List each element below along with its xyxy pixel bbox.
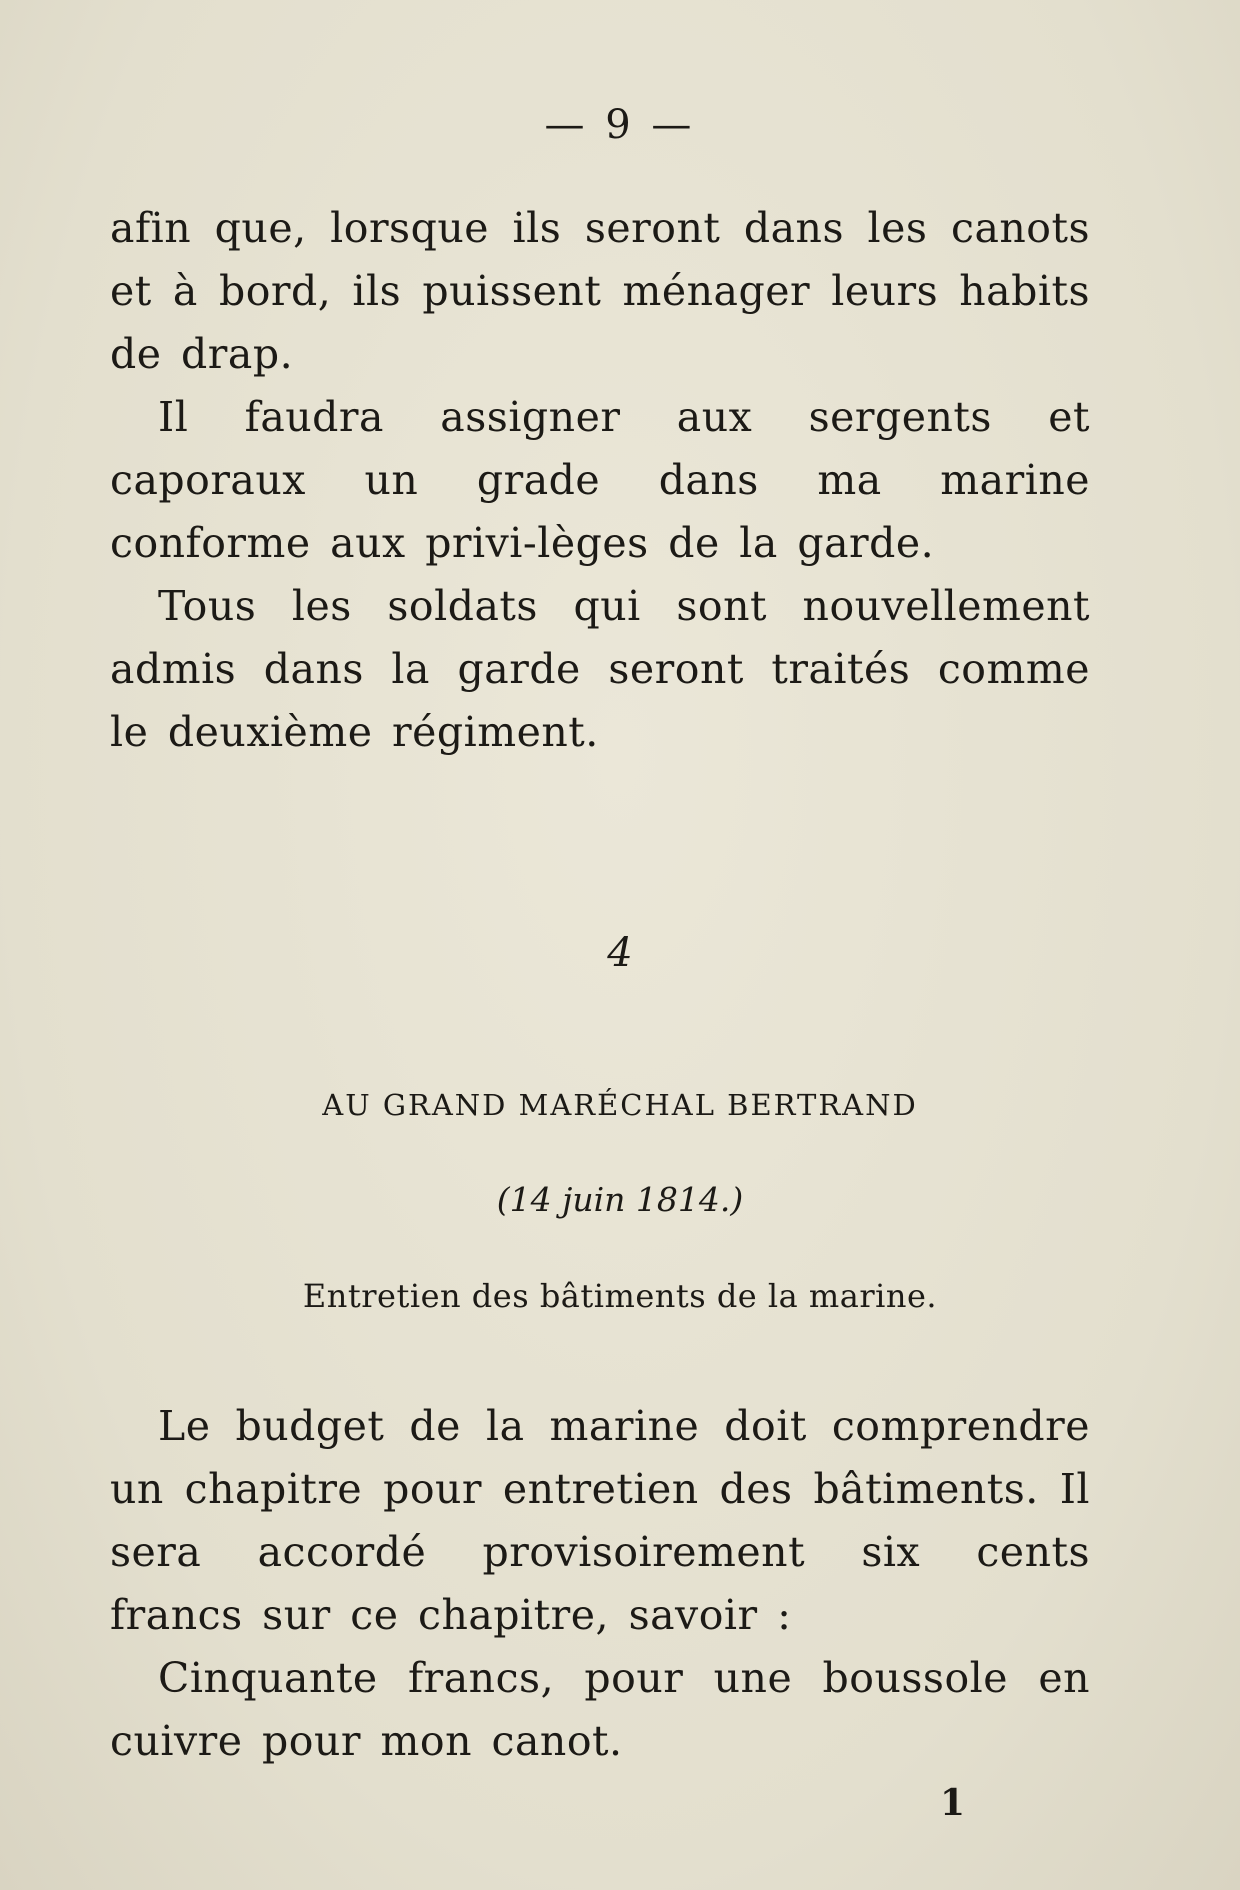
paragraph-boussole: Cinquante francs, pour une boussole en cuivre pour mon canot. xyxy=(110,1654,1090,1765)
paragraph-continuation: afin que, lorsque ils seront dans les canots et à bord, ils puissent ménager leurs habits de drap. xyxy=(110,204,1090,378)
paragraph-soldats: Tous les soldats qui sont nouvellement admis dans la garde seront traités comme le deuxième régiment. xyxy=(110,582,1090,756)
signature-mark: 1 xyxy=(940,1782,966,1824)
letter-date: (14 juin 1814.) xyxy=(496,1180,744,1219)
paragraph-sergents: Il faudra assigner aux sergents et caporaux un grade dans ma marine conforme aux privi-lèges de la garde. xyxy=(110,393,1090,567)
letter-number: 4 xyxy=(607,930,633,976)
top-text-block xyxy=(110,197,1090,764)
letter-subject: Entretien des bâtiments de la marine. xyxy=(302,1277,938,1315)
letter-body xyxy=(110,1395,1090,1773)
paragraph-budget: Le budget de la marine doit comprendre un chapitre pour entretien des bâtiments. Il sera accordé provisoirement six cents francs sur ce chapitre, savoir : xyxy=(110,1402,1090,1639)
page-number: — 9 — xyxy=(544,102,696,148)
letter-recipient: AU GRAND MARÉCHAL BERTRAND xyxy=(322,1088,918,1122)
